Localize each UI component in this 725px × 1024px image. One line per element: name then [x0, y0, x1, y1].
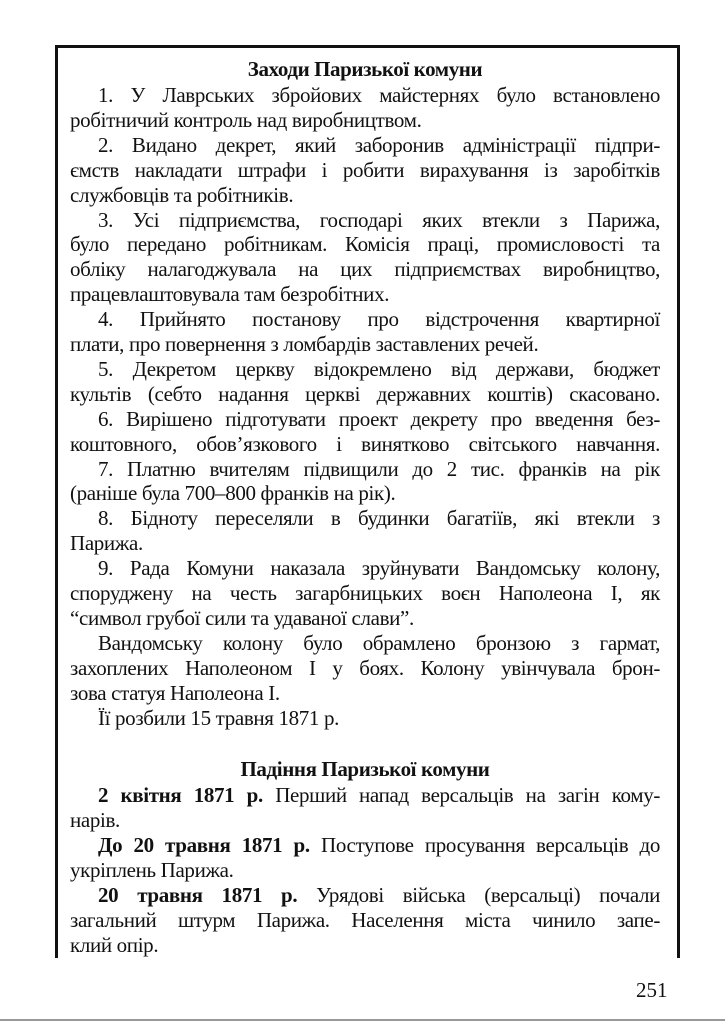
text-line	[98, 556, 660, 581]
section-title-fall: Падіння Паризької комуни	[240, 757, 490, 781]
text-line	[70, 656, 660, 681]
text-line	[70, 108, 660, 133]
text-line	[98, 833, 660, 858]
bottom-rule	[0, 1019, 725, 1021]
text-line	[70, 282, 660, 307]
text-line	[70, 158, 660, 183]
date-label: До 20 травня 1871 р.	[98, 833, 310, 857]
line-text: 2. Видано декрет, який заборонив адміністрації підпри-	[98, 132, 660, 157]
line-text: службовців та робітників.	[70, 182, 294, 207]
text-line	[98, 307, 660, 332]
text-line	[70, 531, 660, 556]
line-text: було передано робітникам. Комісія праці, промисловості та	[70, 232, 660, 257]
text-line	[98, 407, 660, 432]
text-line	[98, 506, 660, 531]
line-text: коштовного, обов’язкового і винятково світського навчання.	[70, 431, 660, 456]
line-text: укріплень Парижа.	[70, 858, 234, 882]
text-line	[98, 208, 660, 233]
line-text: 4. Прийнято постанову про відстрочення квартирної	[98, 307, 660, 332]
line-text: загальний штурм Парижа. Населення міста чинило запе-	[70, 908, 660, 932]
text-line	[98, 133, 660, 158]
line-text: споруджену на честь загарбницьких воєн Наполеона I, як	[70, 581, 660, 605]
line-text: обліку налагоджувала на цих підприємствах виробництво,	[70, 257, 660, 282]
line-text: робітничий контроль над виробництвом.	[70, 107, 422, 132]
line-text: плати, про повернення з ломбардів заставлених речей.	[70, 332, 539, 356]
line-text: працевлаштовувала там безробітних.	[70, 282, 390, 307]
line-text: Парижа.	[70, 531, 143, 556]
line-text: клий опір.	[70, 933, 159, 957]
line-text: 1. У Лаврських збройових майстернях було встановлено	[98, 83, 660, 107]
text-line	[70, 681, 660, 706]
date-label: 20 травня 1871 р.	[98, 883, 298, 907]
text-line	[98, 883, 660, 908]
text-line	[70, 257, 660, 282]
text-line	[70, 606, 660, 631]
line-text: “символ грубої сили та удаваної слави”.	[70, 605, 414, 630]
text-line	[70, 332, 660, 357]
text-line	[98, 783, 660, 808]
text-line	[70, 933, 660, 958]
text-line	[70, 858, 660, 883]
text-line	[98, 357, 660, 382]
line-text: Її розбили 15 травня 1871 р.	[98, 705, 340, 730]
line-text: 3. Усі підприємства, господарі яких втекли з Парижа,	[98, 207, 660, 232]
text-line	[70, 432, 660, 457]
line-text: 8. Бідноту переселяли в будинки багатіїв, які втекли з	[98, 506, 660, 531]
line-text: 5. Декретом церкву відокремлено від держави, бюджет	[98, 356, 660, 381]
line-text: захоплених Наполеоном I у боях. Колону увінчувала брон-	[70, 655, 660, 680]
line-text: ємств накладати штрафи і робити вирахування із заробітків	[70, 157, 660, 182]
text-line	[70, 183, 660, 208]
text-line	[70, 908, 660, 933]
line-text: культів (себто надання церкві державних коштів) скасовано.	[70, 381, 660, 406]
line-text: Урядові війська (версальці) почали	[297, 883, 660, 907]
section-title-measures: Заходи Паризької комуни	[247, 57, 483, 81]
text-line	[70, 382, 660, 407]
page-number: 251	[636, 978, 668, 1002]
text-line	[70, 808, 660, 833]
line-text: 9. Рада Комуни наказала зруйнувати Вандомську колону,	[98, 556, 660, 581]
line-text: 7. Платню вчителям підвищили до 2 тис. франків на рік	[98, 456, 660, 481]
text-line	[98, 631, 660, 656]
text-line	[98, 706, 660, 731]
text-line	[70, 232, 660, 257]
line-text: Вандомську колону було обрамлено бронзою з гармат,	[98, 630, 660, 655]
date-label: 2 квітня 1871 р.	[98, 783, 263, 807]
text-line	[98, 457, 660, 482]
line-text: Перший напад версальців на загін кому-	[262, 783, 660, 807]
line-text: (раніше була 700–800 франків на рік).	[70, 481, 396, 506]
text-line	[70, 581, 660, 606]
line-text: зова статуя Наполеона I.	[70, 680, 280, 705]
line-text: 6. Вирішено підготувати проект декрету про введення без-	[98, 406, 660, 431]
text-line	[70, 481, 660, 506]
line-text: нарів.	[70, 808, 120, 832]
line-text: Поступове просування версальців до	[309, 833, 660, 857]
text-line	[98, 83, 660, 108]
